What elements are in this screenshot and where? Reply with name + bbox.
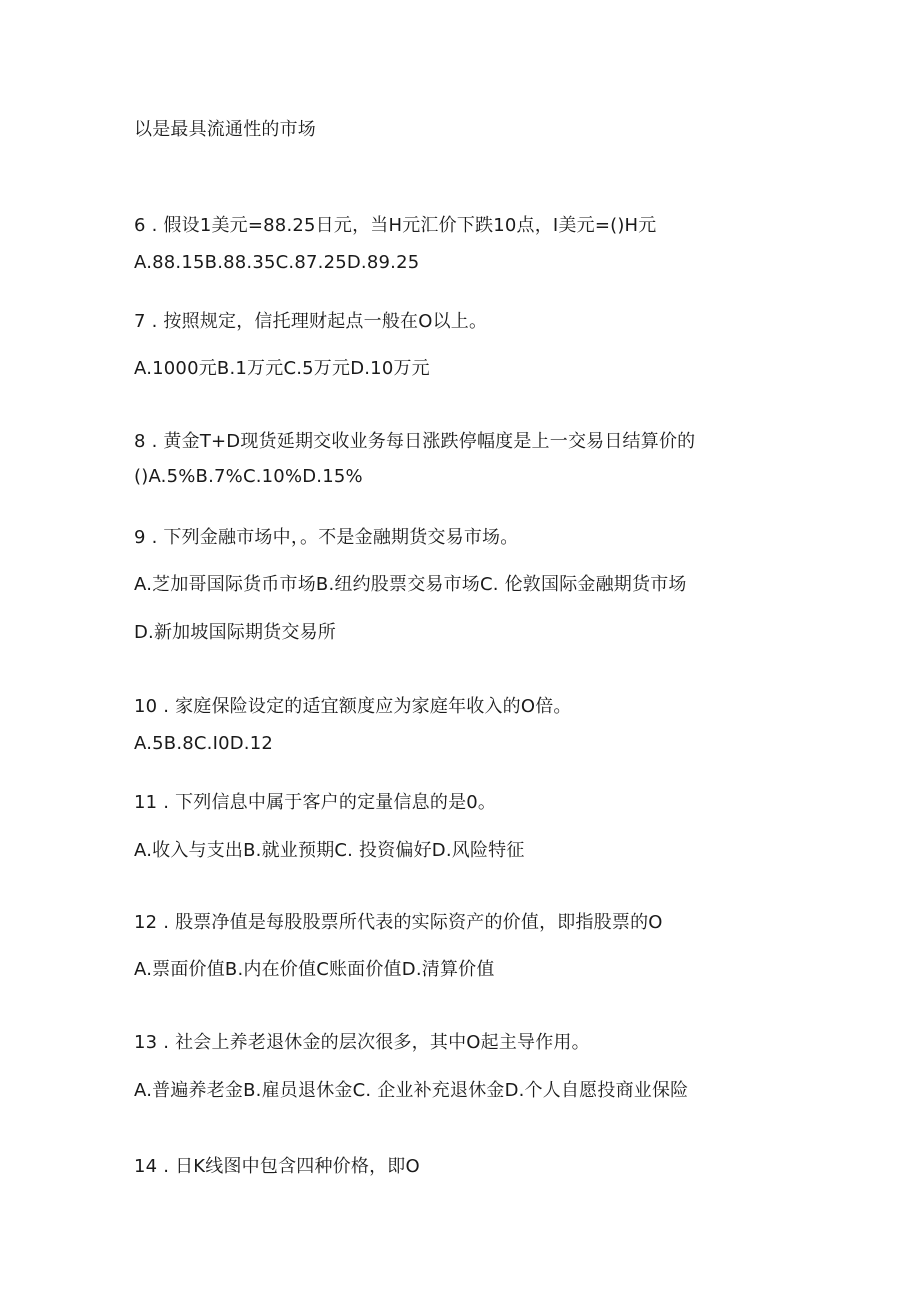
question-9-options-line1: A.芝加哥国际货币市场B.纽约股票交易市场C. 伦敦国际金融期货市场 bbox=[134, 574, 687, 595]
question-12-options: A.票面价值B.内在价值C账面价值D.清算价值 bbox=[134, 959, 495, 980]
question-8: 8 . 黄金T+D现货延期交收业务每日涨跌停幅度是上一交易日结算价的 bbox=[134, 431, 696, 452]
question-7: 7 . 按照规定，信托理财起点一般在O以上。 bbox=[134, 311, 488, 332]
text-line-intro: 以是最具流通性的市场 bbox=[134, 119, 316, 140]
question-11-options: A.收入与支出B.就业预期C. 投资偏好D.风险特征 bbox=[134, 840, 525, 861]
question-9-options-line2: D.新加坡国际期货交易所 bbox=[134, 622, 336, 643]
question-7-options: A.1000元B.1万元C.5万元D.10万元 bbox=[134, 358, 430, 379]
question-10: 10 . 家庭保险设定的适宜额度应为家庭年收入的O倍。 bbox=[134, 696, 572, 717]
question-6: 6 . 假设1美元=88.25日元，当H元汇价下跌10点，I美元=()H元 bbox=[134, 215, 657, 236]
question-12: 12 . 股票净值是每股股票所代表的实际资产的价值，即指股票的O bbox=[134, 912, 663, 933]
question-14: 14 . 日K线图中包含四种价格，即O bbox=[134, 1156, 420, 1177]
question-11: 11 . 下列信息中属于客户的定量信息的是0。 bbox=[134, 792, 497, 813]
question-8-options: ()A.5%B.7%C.10%D.15% bbox=[134, 466, 363, 487]
question-13: 13 . 社会上养老退休金的层次很多，其中O起主导作用。 bbox=[134, 1032, 590, 1053]
question-9: 9 . 下列金融市场中，。不是金融期货交易市场。 bbox=[134, 527, 519, 548]
question-10-options: A.5B.8C.I0D.12 bbox=[134, 733, 274, 754]
question-13-options: A.普遍养老金B.雇员退休金C. 企业补充退休金D.个人自愿投商业保险 bbox=[134, 1080, 689, 1101]
question-6-options: A.88.15B.88.35C.87.25D.89.25 bbox=[134, 252, 420, 273]
